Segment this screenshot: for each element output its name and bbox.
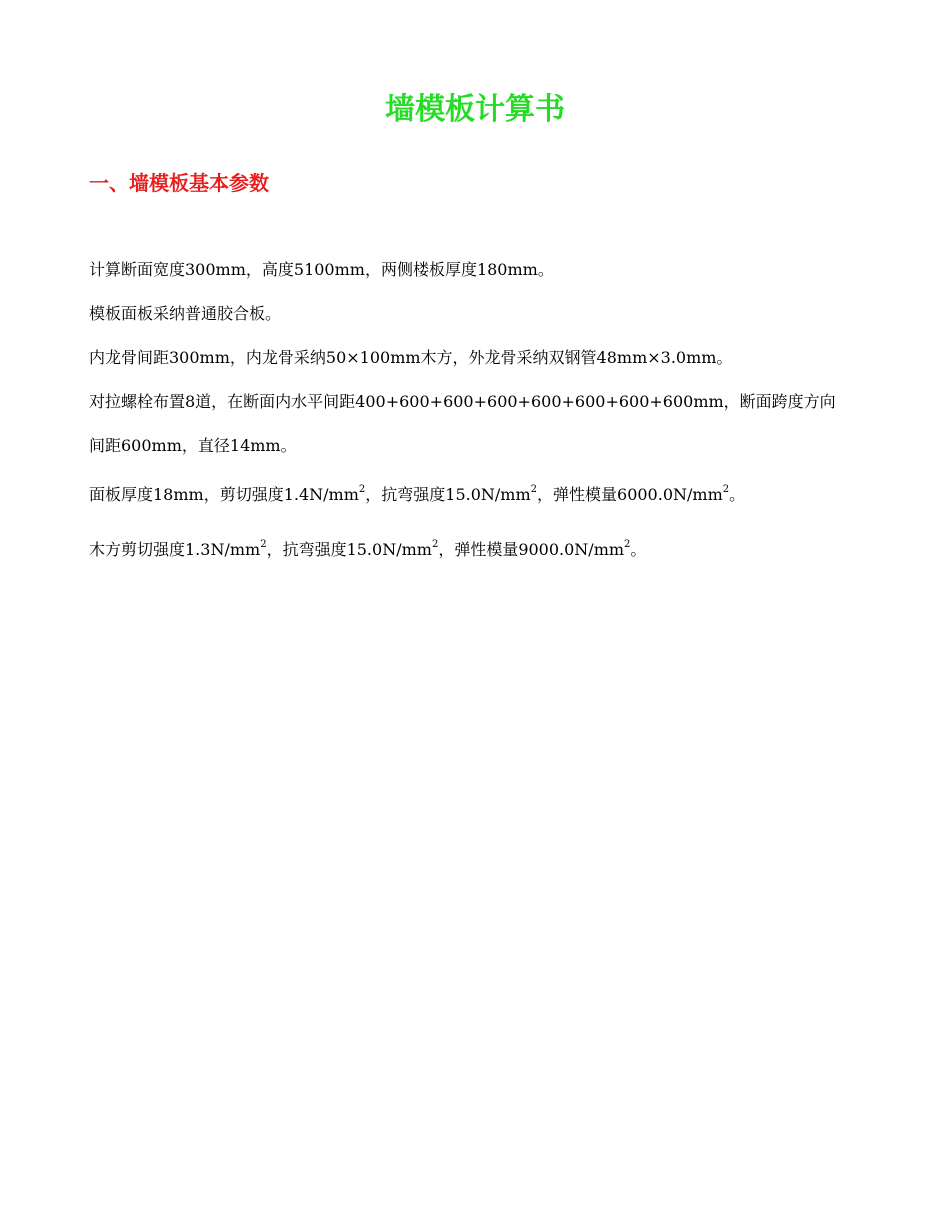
superscript: 2 xyxy=(358,484,366,495)
paragraph-timber-properties xyxy=(89,536,869,564)
text-segment: 面板厚度18mm，剪切强度1.4N/mm xyxy=(89,485,359,504)
text-segment: ，弹性模量9000.0N/mm xyxy=(438,540,625,559)
tie-bolts-line-1: 对拉螺栓布置8道，在断面内水平间距400+600+600+600+600+600+600+600mm，断面跨度方向 xyxy=(89,392,836,411)
paragraph-section-dimensions: 计算断面宽度300mm，高度5100mm，两侧楼板厚度180mm。 xyxy=(89,260,554,279)
paragraph-tie-bolts xyxy=(89,389,869,459)
tie-bolts-line-2: 间距600mm，直径14mm。 xyxy=(89,436,297,455)
text-segment: 。 xyxy=(729,485,746,504)
superscript: 2 xyxy=(530,484,538,495)
text-segment: 。 xyxy=(630,540,647,559)
text-segment: ，弹性模量6000.0N/mm xyxy=(537,485,723,504)
superscript: 2 xyxy=(722,484,730,495)
text-segment: ，抗弯强度15.0N/mm xyxy=(365,485,531,504)
text-segment: ，抗弯强度15.0N/mm xyxy=(266,540,432,559)
paragraph-studs: 内龙骨间距300mm，内龙骨采纳50×100mm木方，外龙骨采纳双钢管48mm×3.0mm。 xyxy=(89,348,733,367)
superscript: 2 xyxy=(624,539,631,550)
superscript: 2 xyxy=(431,539,439,550)
superscript: 2 xyxy=(260,539,267,550)
section-heading: 一、墙模板基本参数 xyxy=(89,171,269,195)
text-segment: 木方剪切强度1.3N/mm xyxy=(89,540,261,559)
paragraph-panel-properties xyxy=(89,481,869,509)
document-title: 墙模板计算书 xyxy=(385,92,565,127)
paragraph-panel-material: 模板面板采纳普通胶合板。 xyxy=(89,304,282,323)
